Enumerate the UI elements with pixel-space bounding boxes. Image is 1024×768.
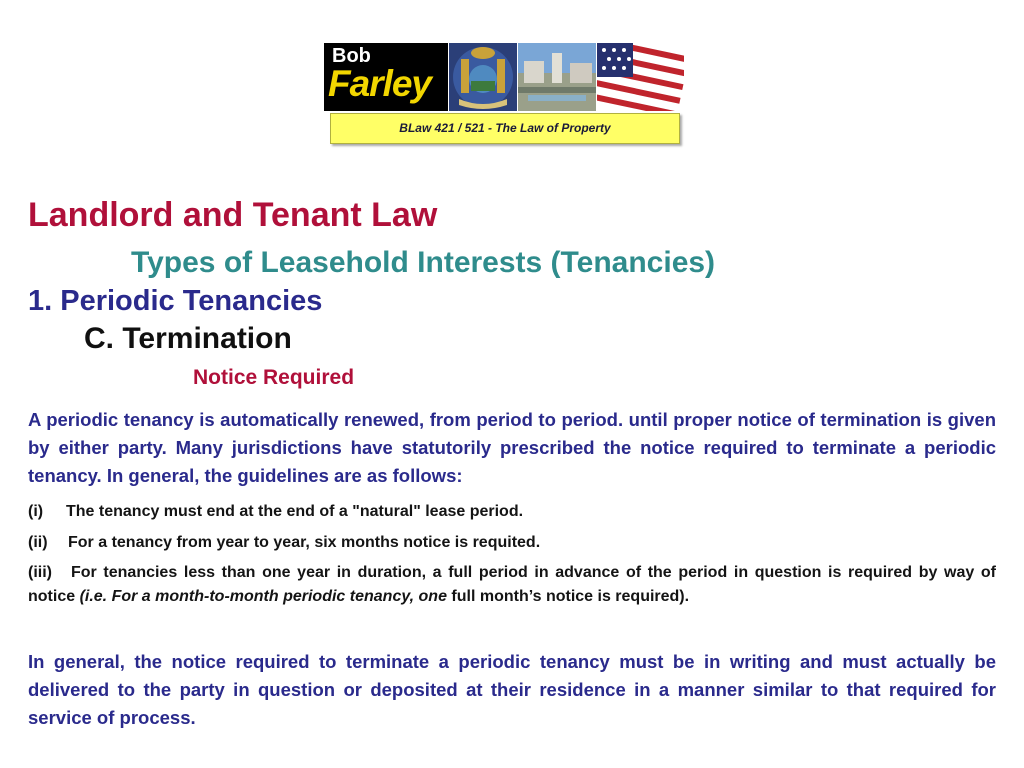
conclusion-paragraph: In general, the notice required to terminate a periodic tenancy must be in writing and must actually be delivered to the party in question or deposited at their residence in a manner similar to that required for service of process. bbox=[28, 651, 996, 728]
rule-text: The tenancy must end at the end of a "natural" lease period. bbox=[66, 503, 524, 520]
section-heading: 1. Periodic Tenancies bbox=[28, 285, 323, 317]
page-subtitle: Types of Leasehold Interests (Tenancies) bbox=[131, 246, 716, 279]
name-last: Farley bbox=[328, 63, 432, 104]
header-banner bbox=[324, 43, 684, 111]
name-logo bbox=[324, 43, 448, 111]
american-flag-image bbox=[597, 43, 684, 111]
rule-text: For tenancies less than one year in duration, a full period in advance of the period in question is required by way of notice bbox=[28, 564, 996, 605]
rule-marker: (iii) bbox=[28, 564, 52, 581]
rule-item bbox=[28, 500, 996, 524]
page-title: Landlord and Tenant Law bbox=[28, 196, 438, 234]
rule-item bbox=[28, 561, 996, 609]
rule-text: For a tenancy from year to year, six months notice is requited. bbox=[68, 534, 541, 551]
name-first: Bob bbox=[332, 45, 371, 67]
rule-marker: (i) bbox=[28, 503, 44, 520]
rule-marker: (ii) bbox=[28, 534, 48, 551]
rule-example-text: (i.e. For a month-to-month periodic tenancy, one bbox=[79, 588, 447, 605]
topic-heading: Notice Required bbox=[193, 366, 355, 389]
capitol-plaza-image bbox=[518, 43, 596, 111]
rule-item bbox=[28, 531, 996, 555]
rule-text-end: full month’s notice is required). bbox=[446, 588, 690, 605]
course-title-bar: BLaw 421 / 521 - The Law of Property bbox=[330, 113, 680, 144]
subsection-heading: C. Termination bbox=[84, 322, 292, 355]
new-york-state-seal-image bbox=[449, 43, 517, 111]
intro-paragraph: A periodic tenancy is automatically renewed, from period to period. until proper notice of termination is given by either party. Many jurisdictions have statutorily prescribed the notice required to terminate a periodic tenancy. In general, the guidelines are as follows: bbox=[28, 409, 996, 486]
